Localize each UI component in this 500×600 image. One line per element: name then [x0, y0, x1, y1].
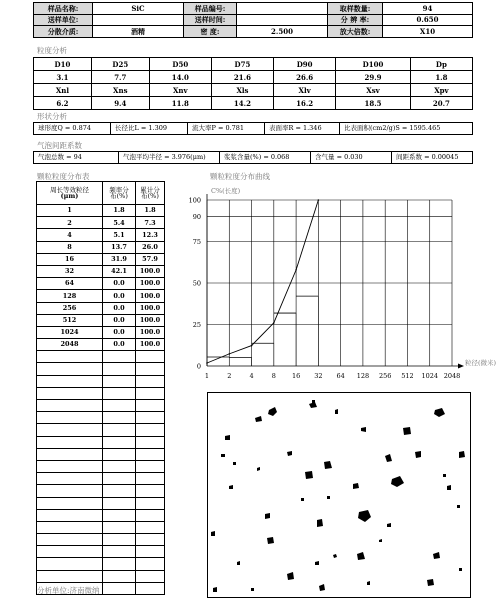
table-row: [37, 448, 165, 460]
particle-micrograph: [207, 392, 471, 598]
x-value-5: 18.5: [336, 97, 411, 110]
x-axis-arrow: [458, 364, 464, 369]
table-row: [37, 253, 165, 265]
freq-cell: 0.0: [103, 326, 136, 338]
size-cell: 1024: [37, 326, 103, 338]
size-cell: 32: [37, 265, 103, 277]
size-cell: 4: [37, 229, 103, 241]
size-cell: 16: [37, 253, 103, 265]
size-cell: [37, 400, 103, 412]
freq-cell: [103, 387, 136, 399]
x-tick-label: 8: [271, 372, 276, 380]
size-cell: [37, 424, 103, 436]
size-cell: [37, 448, 103, 460]
size-cell: 2048: [37, 339, 103, 351]
x-tick-label: 16: [291, 372, 301, 380]
cum-cell: [136, 509, 165, 521]
freq-cell: [103, 412, 136, 424]
sample-no-label: 样品编号:: [184, 3, 237, 15]
cumulative-point: [273, 322, 275, 324]
table-row: [37, 290, 165, 302]
size-cell: 512: [37, 314, 103, 326]
bubble-analysis-title: 气泡间距系数: [37, 141, 82, 150]
freq-cell: [103, 546, 136, 558]
size-cell: [37, 485, 103, 497]
d-header-5: D100: [336, 58, 411, 71]
size-cell: [37, 558, 103, 570]
sample-qty-value: 94: [383, 3, 473, 15]
cum-cell: 100.0: [136, 278, 165, 290]
x-value-2: 11.8: [149, 97, 211, 110]
table-row: [37, 570, 165, 582]
chart-title: 颗粒粒度分布曲线: [210, 172, 270, 181]
table-row: [37, 534, 165, 546]
freq-cell: 0.0: [103, 290, 136, 302]
cum-header-line2: 布(%): [141, 192, 159, 200]
x-header-0: Xnl: [34, 84, 92, 97]
table-row: [37, 546, 165, 558]
cum-cell: 100.0: [136, 314, 165, 326]
table-row: [37, 485, 165, 497]
freq-cell: 31.9: [103, 253, 136, 265]
cum-cell: 100.0: [136, 265, 165, 277]
x-tick-label: 512: [401, 372, 414, 380]
x-axis-label: 粒径(微米): [465, 359, 497, 367]
cum-cell: 7.3: [136, 217, 165, 229]
freq-cell: [103, 460, 136, 472]
density-label: 密 度:: [184, 26, 237, 38]
particle-analysis-table: [33, 57, 473, 110]
d-value-3: 21.6: [211, 71, 273, 84]
cum-cell: [136, 448, 165, 460]
d-header-0: D10: [34, 58, 92, 71]
cum-cell: 57.9: [136, 253, 165, 265]
x-tick-label: 2: [227, 372, 232, 380]
size-column-header: [37, 182, 103, 205]
magnification-label: 放大倍数:: [328, 26, 383, 38]
x-value-3: 14.2: [211, 97, 273, 110]
size-cell: [37, 521, 103, 533]
freq-cell: [103, 400, 136, 412]
table-row: [37, 314, 165, 326]
size-cell: 1: [37, 205, 103, 217]
size-cell: 8: [37, 241, 103, 253]
d-value-0: 3.1: [34, 71, 92, 84]
size-cell: [37, 534, 103, 546]
size-cell: [37, 387, 103, 399]
table-row: [37, 400, 165, 412]
aspect-ratio-value: 长径比L = 1.309: [111, 123, 188, 135]
size-cell: [37, 570, 103, 582]
magnification-value: X10: [383, 26, 473, 38]
x-tick-label: 1024: [421, 372, 439, 380]
cum-cell: 100.0: [136, 339, 165, 351]
size-header-line2: (μm): [60, 192, 79, 200]
x-value-1: 9.4: [91, 97, 149, 110]
y-tick-label: 75: [192, 238, 201, 246]
y-tick-label: 50: [192, 279, 201, 288]
bubble-count-value: 气泡总数 = 94: [34, 152, 119, 164]
x-header-2: Xnv: [149, 84, 211, 97]
distribution-chart: [176, 178, 497, 386]
table-row: [37, 241, 165, 253]
size-cell: [37, 351, 103, 363]
size-cell: [37, 412, 103, 424]
y-axis-label: C%(长度): [211, 187, 241, 195]
sample-name-value: SiC: [93, 3, 184, 15]
freq-cell: [103, 351, 136, 363]
cum-cell: 100.0: [136, 326, 165, 338]
cum-cell: [136, 570, 165, 582]
table-row: [37, 497, 165, 509]
cum-cell: [136, 582, 165, 594]
density-value: 2.500: [237, 26, 328, 38]
d-header-6: Dp: [410, 58, 472, 71]
table-row: [37, 521, 165, 533]
medium-label: 分散介质:: [34, 26, 93, 38]
specific-area-value: 比表面积(cm2/g)S = 1595.465: [340, 123, 473, 135]
x-header-3: Xls: [211, 84, 273, 97]
freq-cell: 5.4: [103, 217, 136, 229]
size-cell: 2: [37, 217, 103, 229]
size-cell: [37, 460, 103, 472]
freq-cell: [103, 509, 136, 521]
resolution-label: 分 辨 率:: [328, 14, 383, 26]
cum-cell: [136, 351, 165, 363]
table-row: [37, 460, 165, 472]
cum-cell: [136, 387, 165, 399]
medium-value: 酒精: [93, 26, 184, 38]
size-cell: 256: [37, 302, 103, 314]
table-row: [37, 351, 165, 363]
table-row: [37, 558, 165, 570]
freq-cell: 5.1: [103, 229, 136, 241]
shape-analysis-table: [33, 122, 473, 135]
x-tick-label: 64: [336, 372, 345, 380]
air-content-value: 含气量 = 0.030: [311, 152, 392, 164]
d-value-5: 29.9: [336, 71, 411, 84]
table-row: [37, 302, 165, 314]
sender-label: 送样单位:: [34, 14, 93, 26]
cum-cell: [136, 497, 165, 509]
freq-cell: [103, 570, 136, 582]
sender-value: [93, 14, 184, 26]
distribution-table-body: [37, 205, 165, 595]
cum-cell: [136, 485, 165, 497]
x-value-4: 16.2: [274, 97, 336, 110]
distribution-table: [36, 181, 165, 595]
d-value-1: 7.7: [91, 71, 149, 84]
distribution-table-title: 颗粒粒度分布表: [37, 172, 90, 181]
cum-cell: [136, 558, 165, 570]
y-tick-label: 0: [196, 362, 201, 371]
cum-header-line1: 累计分: [140, 185, 160, 194]
d-value-4: 26.6: [274, 71, 336, 84]
size-cell: [37, 497, 103, 509]
size-cell: 64: [37, 278, 103, 290]
x-value-6: 20.7: [410, 97, 472, 110]
sample-qty-label: 取样数量:: [328, 3, 383, 15]
freq-header-line1: 频率分: [109, 185, 129, 194]
y-tick-label: 90: [192, 213, 201, 222]
cum-cell: [136, 400, 165, 412]
x-tick-label: 1: [204, 372, 210, 380]
cum-cell: 1.8: [136, 205, 165, 217]
freq-cell: [103, 534, 136, 546]
size-cell: 128: [37, 290, 103, 302]
table-row: [37, 326, 165, 338]
table-row: [37, 229, 165, 241]
freq-cell: [103, 521, 136, 533]
table-row: [37, 387, 165, 399]
freq-cell: 13.7: [103, 241, 136, 253]
size-cell: [37, 473, 103, 485]
x-tick-label: 4: [249, 372, 254, 380]
freq-cell: [103, 375, 136, 387]
d-header-4: D90: [274, 58, 336, 71]
resolution-value: 0.650: [383, 14, 473, 26]
slurry-content-value: 浆浆含量(%) = 0.068: [220, 152, 311, 164]
flow-rate-value: 流大率P = 0.781: [188, 123, 265, 135]
shape-analysis-title: 形状分析: [37, 112, 67, 121]
table-row: [37, 424, 165, 436]
table-row: [37, 436, 165, 448]
size-cell: [37, 363, 103, 375]
x-header-1: Xns: [91, 84, 149, 97]
x-tick-label: 32: [314, 372, 323, 380]
cumulative-point: [251, 345, 253, 347]
freq-cell: 0.0: [103, 314, 136, 326]
freq-cell: [103, 485, 136, 497]
x-tick-label: 256: [378, 372, 392, 380]
d-value-6: 1.8: [410, 71, 472, 84]
send-time-value: [237, 14, 328, 26]
x-header-5: Xsv: [336, 84, 411, 97]
size-cell: [37, 375, 103, 387]
sample-name-label: 样品名称:: [34, 3, 93, 15]
cumulative-point: [295, 269, 297, 271]
bubble-radius-value: 气泡平均半径 = 3.976(μm): [119, 152, 220, 164]
cum-cell: [136, 424, 165, 436]
x-header-6: Xpv: [410, 84, 472, 97]
d-header-3: D75: [211, 58, 273, 71]
table-row: [37, 363, 165, 375]
freq-cell: [103, 473, 136, 485]
freq-cell: [103, 436, 136, 448]
d-value-2: 14.0: [149, 71, 211, 84]
table-row: [37, 375, 165, 387]
table-row: [37, 473, 165, 485]
cum-cell: 26.0: [136, 241, 165, 253]
bubble-analysis-table: [33, 151, 473, 164]
table-row: [37, 339, 165, 351]
freq-cell: [103, 363, 136, 375]
particle-analysis-title: 粒度分析: [37, 46, 67, 55]
send-time-label: 送样时间:: [184, 14, 237, 26]
freq-cell: 0.0: [103, 339, 136, 351]
sample-no-value: [237, 3, 328, 15]
cum-cell: [136, 534, 165, 546]
x-tick-label: 2048: [443, 372, 461, 380]
freq-cell: 42.1: [103, 265, 136, 277]
cum-cell: [136, 460, 165, 472]
cum-cell: 100.0: [136, 290, 165, 302]
x-value-0: 6.2: [34, 97, 92, 110]
d-header-1: D25: [91, 58, 149, 71]
sample-info-table: [33, 2, 473, 38]
size-cell: [37, 436, 103, 448]
size-cell: [37, 546, 103, 558]
table-row: [37, 509, 165, 521]
freq-cell: 0.0: [103, 278, 136, 290]
freq-header-line2: 布(%): [110, 192, 128, 200]
x-tick-label: 128: [356, 372, 370, 380]
cum-cell: [136, 546, 165, 558]
cum-cell: 100.0: [136, 302, 165, 314]
cum-cell: 12.3: [136, 229, 165, 241]
d-header-2: D50: [149, 58, 211, 71]
freq-cell: [103, 558, 136, 570]
cumulative-point: [228, 353, 230, 355]
cum-cell: [136, 375, 165, 387]
sphericity-value: 球形度Q = 0.874: [34, 123, 111, 135]
cum-cell: [136, 473, 165, 485]
y-tick-label: 25: [192, 321, 201, 329]
cum-cell: [136, 436, 165, 448]
cum-column-header: [136, 182, 165, 205]
freq-cell: [103, 424, 136, 436]
table-row: [37, 278, 165, 290]
cumulative-point: [318, 199, 320, 201]
table-row: [37, 412, 165, 424]
size-cell: [37, 509, 103, 521]
freq-cell: 1.8: [103, 205, 136, 217]
cum-cell: [136, 363, 165, 375]
cum-cell: [136, 412, 165, 424]
table-row: [37, 217, 165, 229]
size-header-line1: 周长等效粒径: [50, 185, 89, 194]
table-row: [37, 205, 165, 217]
surface-rate-value: 表面率R = 1.346: [265, 123, 340, 135]
analysis-unit: 分析单位:济南微纳: [37, 586, 100, 595]
spacing-factor-value: 间距系数 = 0.00045: [392, 152, 473, 164]
freq-cell: 0.0: [103, 302, 136, 314]
cum-cell: [136, 521, 165, 533]
freq-cell: [103, 497, 136, 509]
y-tick-label: 100: [188, 196, 201, 205]
x-header-4: Xlv: [274, 84, 336, 97]
freq-cell: [103, 448, 136, 460]
table-row: [37, 265, 165, 277]
freq-cell: [103, 582, 136, 594]
freq-column-header: [103, 182, 136, 205]
